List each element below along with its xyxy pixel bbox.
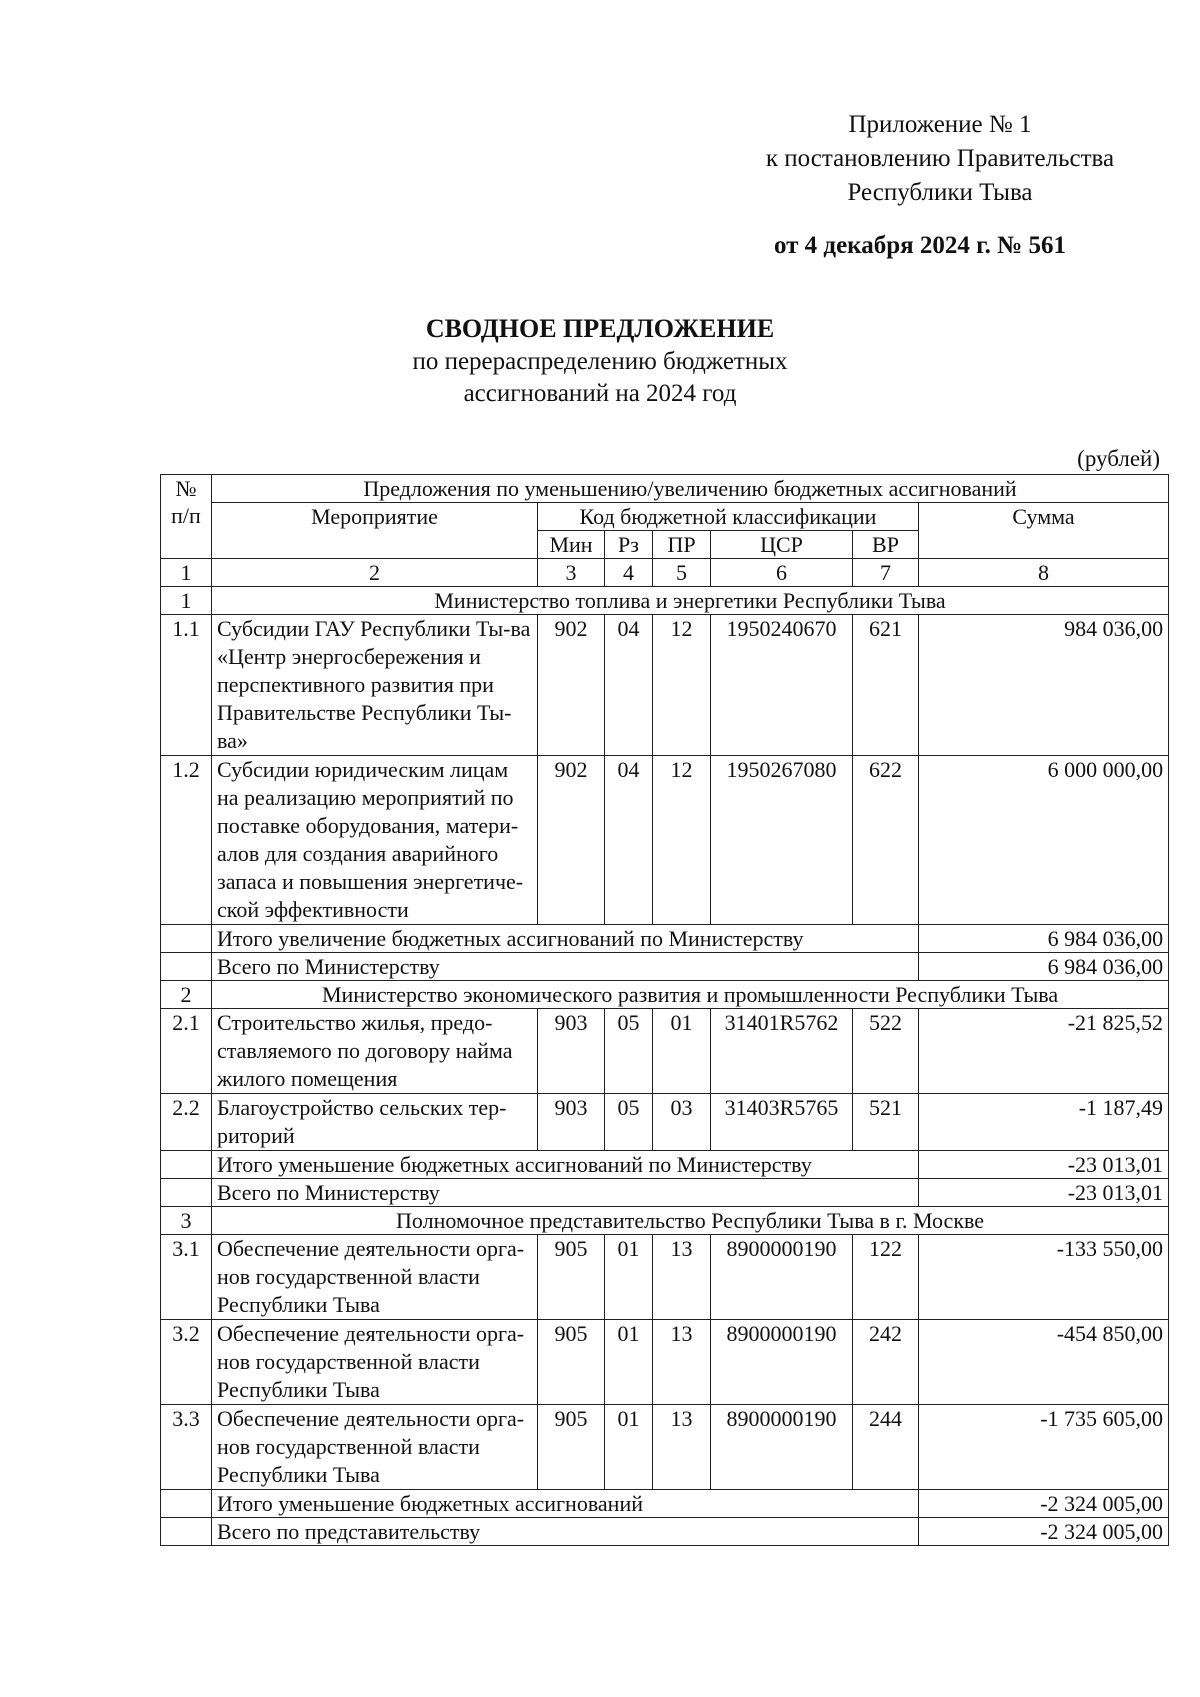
row-min-cell: 903 bbox=[538, 1094, 605, 1151]
column-number-cell: 1 bbox=[161, 559, 212, 587]
row-pr-cell: 13 bbox=[653, 1405, 711, 1490]
appendix-line: к постановлению Правительства bbox=[765, 145, 1115, 172]
row-sum-cell: -1 187,49 bbox=[919, 1094, 1169, 1151]
total-label: Итого увеличение бюджетных ассигнований по Министерству bbox=[212, 925, 919, 953]
total-label: Итого уменьшение бюджетных ассигнований bbox=[212, 1490, 919, 1518]
column-number-cell: 2 bbox=[212, 559, 538, 587]
row-sum-cell: -133 550,00 bbox=[919, 1235, 1169, 1320]
row-number-cell: 2.2 bbox=[161, 1094, 212, 1151]
total-label: Всего по Министерству bbox=[212, 1179, 919, 1207]
appendix-line: Приложение № 1 bbox=[848, 111, 1032, 138]
total-label: Итого уменьшение бюджетных ассигнований по Министерству bbox=[212, 1151, 919, 1179]
row-csr-cell: 8900000190 bbox=[711, 1320, 853, 1405]
header-cell-number: № п/п bbox=[161, 475, 212, 559]
row-csr-cell: 8900000190 bbox=[711, 1405, 853, 1490]
row-rz-cell: 01 bbox=[605, 1235, 653, 1320]
column-number-cell: 7 bbox=[853, 559, 919, 587]
section-number: 2 bbox=[161, 981, 212, 1009]
table-row bbox=[161, 1009, 1169, 1094]
row-pr-cell: 12 bbox=[653, 756, 711, 925]
row-pr-cell: 01 bbox=[653, 1009, 711, 1094]
total-label: Всего по Министерству bbox=[212, 953, 919, 981]
total-empty-cell bbox=[161, 1179, 212, 1207]
document-title: СВОДНОЕ ПРЕДЛОЖЕНИЕ bbox=[425, 314, 775, 343]
row-measure-cell: Субсидии ГАУ Республики Ты-ва «Центр энергосбережения и перспективного развития при Правительстве Республики Ты-ва» bbox=[212, 615, 538, 756]
section-number: 1 bbox=[161, 587, 212, 615]
row-csr-cell: 1950240670 bbox=[711, 615, 853, 756]
row-min-cell: 903 bbox=[538, 1009, 605, 1094]
decree-date-number: от 4 декабря 2024 г. № 561 bbox=[773, 232, 1067, 259]
row-number-cell: 3.1 bbox=[161, 1235, 212, 1320]
header-cell-vr: ВР bbox=[853, 531, 919, 559]
row-pr-cell: 12 bbox=[653, 615, 711, 756]
header-row bbox=[161, 475, 1169, 503]
total-row bbox=[161, 925, 1169, 953]
total-empty-cell bbox=[161, 1490, 212, 1518]
total-empty-cell bbox=[161, 953, 212, 981]
table-row bbox=[161, 615, 1169, 756]
total-sum: 6 984 036,00 bbox=[919, 953, 1169, 981]
header-cell-rz: Рз bbox=[605, 531, 653, 559]
row-rz-cell: 05 bbox=[605, 1009, 653, 1094]
column-number-cell: 5 bbox=[653, 559, 711, 587]
row-number-cell: 2.1 bbox=[161, 1009, 212, 1094]
header-cell-min: Мин bbox=[538, 531, 605, 559]
column-number-cell: 4 bbox=[605, 559, 653, 587]
row-rz-cell: 01 bbox=[605, 1320, 653, 1405]
total-sum: -2 324 005,00 bbox=[919, 1490, 1169, 1518]
column-number-cell: 3 bbox=[538, 559, 605, 587]
row-pr-cell: 13 bbox=[653, 1235, 711, 1320]
subtitle-line: ассигнований на 2024 год bbox=[463, 380, 737, 407]
row-csr-cell: 8900000190 bbox=[711, 1235, 853, 1320]
row-sum-cell: 6 000 000,00 bbox=[919, 756, 1169, 925]
subtitle-line: по перераспределению бюджетных bbox=[412, 348, 788, 375]
units-label: (рублей) bbox=[1077, 446, 1160, 471]
row-number-cell: 1.2 bbox=[161, 756, 212, 925]
column-number-cell: 6 bbox=[711, 559, 853, 587]
total-sum: -23 013,01 bbox=[919, 1179, 1169, 1207]
budget-table bbox=[160, 474, 1169, 1546]
row-min-cell: 905 bbox=[538, 1235, 605, 1320]
row-sum-cell: 984 036,00 bbox=[919, 615, 1169, 756]
appendix-block bbox=[740, 108, 1140, 210]
row-min-cell: 905 bbox=[538, 1320, 605, 1405]
total-empty-cell bbox=[161, 1518, 212, 1546]
section-row bbox=[161, 587, 1169, 615]
header-cell-group: Предложения по уменьшению/увеличению бюджетных ассигнований bbox=[212, 475, 1169, 503]
column-number-cell: 8 bbox=[919, 559, 1169, 587]
row-measure-cell: Обеспечение деятельности орга-нов государственной власти Республики Тыва bbox=[212, 1235, 538, 1320]
row-rz-cell: 01 bbox=[605, 1405, 653, 1490]
row-min-cell: 905 bbox=[538, 1405, 605, 1490]
row-vr-cell: 521 bbox=[853, 1094, 919, 1151]
row-vr-cell: 122 bbox=[853, 1235, 919, 1320]
row-vr-cell: 621 bbox=[853, 615, 919, 756]
row-measure-cell: Обеспечение деятельности орга-нов государственной власти Республики Тыва bbox=[212, 1320, 538, 1405]
table-row bbox=[161, 1405, 1169, 1490]
row-sum-cell: -1 735 605,00 bbox=[919, 1405, 1169, 1490]
row-number-cell: 1.1 bbox=[161, 615, 212, 756]
row-vr-cell: 244 bbox=[853, 1405, 919, 1490]
total-empty-cell bbox=[161, 1151, 212, 1179]
total-row bbox=[161, 1490, 1169, 1518]
row-min-cell: 902 bbox=[538, 756, 605, 925]
table-row bbox=[161, 1235, 1169, 1320]
row-measure-cell: Обеспечение деятельности орга-нов государственной власти Республики Тыва bbox=[212, 1405, 538, 1490]
row-pr-cell: 13 bbox=[653, 1320, 711, 1405]
section-title: Министерство экономического развития и промышленности Республики Тыва bbox=[212, 981, 1169, 1009]
total-sum: -23 013,01 bbox=[919, 1151, 1169, 1179]
header-cell-pr: ПР bbox=[653, 531, 711, 559]
total-row bbox=[161, 1151, 1169, 1179]
row-csr-cell: 31401R5762 bbox=[711, 1009, 853, 1094]
total-row bbox=[161, 1518, 1169, 1546]
row-number-cell: 3.2 bbox=[161, 1320, 212, 1405]
document-subtitle bbox=[0, 346, 1200, 410]
table-row bbox=[161, 1094, 1169, 1151]
row-number-cell: 3.3 bbox=[161, 1405, 212, 1490]
appendix-line: Республики Тыва bbox=[847, 179, 1033, 206]
row-measure-cell: Благоустройство сельских тер-риторий bbox=[212, 1094, 538, 1151]
row-sum-cell: -21 825,52 bbox=[919, 1009, 1169, 1094]
row-sum-cell: -454 850,00 bbox=[919, 1320, 1169, 1405]
section-title: Министерство топлива и энергетики Республики Тыва bbox=[212, 587, 1169, 615]
table-row bbox=[161, 756, 1169, 925]
section-number: 3 bbox=[161, 1207, 212, 1235]
header-cell-code-group: Код бюджетной классификации bbox=[538, 503, 919, 531]
row-pr-cell: 03 bbox=[653, 1094, 711, 1151]
total-sum: -2 324 005,00 bbox=[919, 1518, 1169, 1546]
total-label: Всего по представительству bbox=[212, 1518, 919, 1546]
header-cell-sum: Сумма bbox=[919, 503, 1169, 559]
section-row bbox=[161, 1207, 1169, 1235]
table-row bbox=[161, 1320, 1169, 1405]
total-sum: 6 984 036,00 bbox=[919, 925, 1169, 953]
header-cell-csr: ЦСР bbox=[711, 531, 853, 559]
row-min-cell: 902 bbox=[538, 615, 605, 756]
header-row bbox=[161, 503, 1169, 531]
section-row bbox=[161, 981, 1169, 1009]
total-empty-cell bbox=[161, 925, 212, 953]
row-vr-cell: 622 bbox=[853, 756, 919, 925]
section-title: Полномочное представительство Республики Тыва в г. Москве bbox=[212, 1207, 1169, 1235]
row-measure-cell: Строительство жилья, предо-ставляемого по договору найма жилого помещения bbox=[212, 1009, 538, 1094]
row-rz-cell: 04 bbox=[605, 756, 653, 925]
total-row bbox=[161, 1179, 1169, 1207]
total-row bbox=[161, 953, 1169, 981]
column-number-row bbox=[161, 559, 1169, 587]
row-csr-cell: 31403R5765 bbox=[711, 1094, 853, 1151]
row-rz-cell: 05 bbox=[605, 1094, 653, 1151]
row-rz-cell: 04 bbox=[605, 615, 653, 756]
row-vr-cell: 242 bbox=[853, 1320, 919, 1405]
row-csr-cell: 1950267080 bbox=[711, 756, 853, 925]
row-measure-cell: Субсидии юридическим лицам на реализацию мероприятий по поставке оборудования, матери-алов для создания аварийного запаса и повышения энергетиче-ской эффективности bbox=[212, 756, 538, 925]
header-cell-measure: Мероприятие bbox=[212, 503, 538, 559]
row-vr-cell: 522 bbox=[853, 1009, 919, 1094]
